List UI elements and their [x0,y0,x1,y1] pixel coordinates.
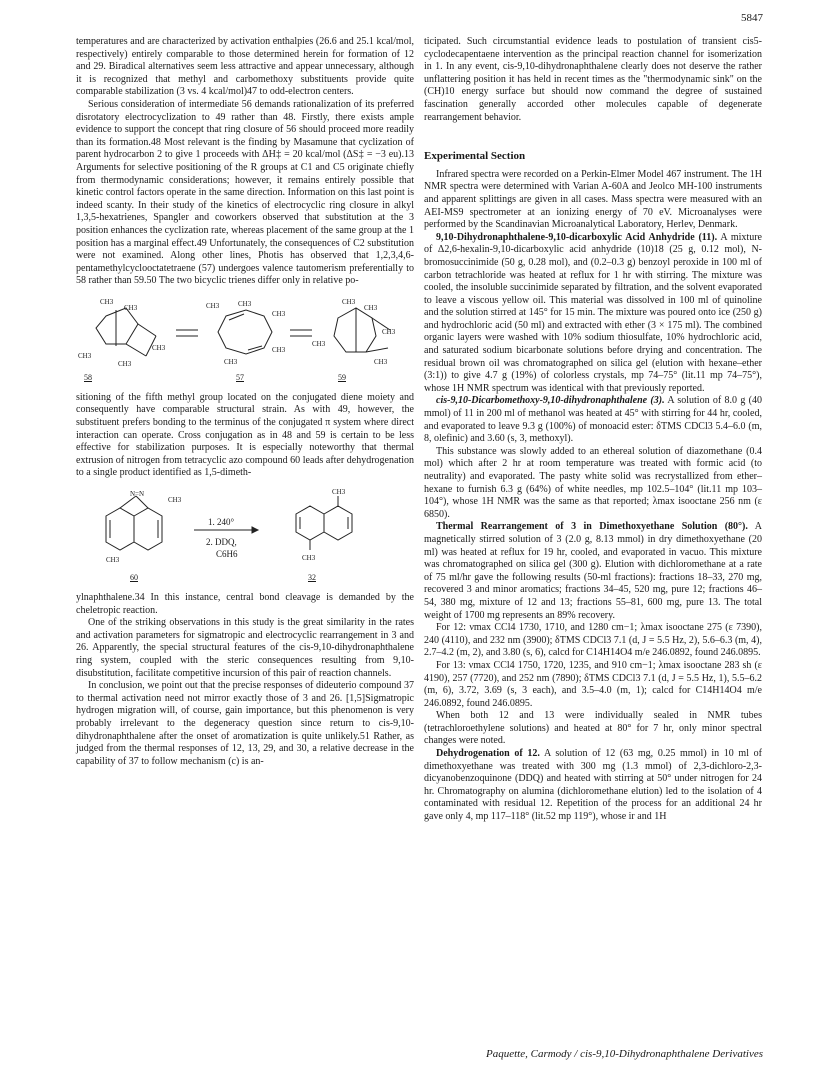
compound-label-59: 59 [338,372,346,382]
right-column [424,36,762,824]
paragraph: For 12: νmax CCl4 1730, 1710, and 1280 cm−1; λmax isooctane 275 (ε 7390), 240 (4110), and 232 nm (3900); δTMS CDCl3 7.1 (d, J = 5.5 Hz, 2), 5.6–6.3 (m, 4), 2.7–4.2 (m, 2), and 3.80 (s, 6), calcd for C14H14O4 m/e 246.0892, found 246.0895. [424,622,762,659]
methyl-label: CH3 [124,303,138,312]
methyl-label: CH3 [374,357,388,366]
reaction-step-1: 1. 240° [208,517,235,528]
reaction-step-2: 2. DDQ, [206,537,237,548]
paragraph: ylnaphthalene.34 In this instance, central bond cleavage is demanded by the cheletropic reaction. [76,592,414,616]
paragraph: ticipated. Such circumstantial evidence leads to postulation of transient cis5-cyclodecapentaene intervention as the principal reaction channel for isomerization in 1. In any event, cis-9,10-dihydronaphthalene clearly does not deserve the rather unflattering position it has held in recent times as the "thermodynamic sink" on the (CH)10 energy surface but should now command the degree of sustained fascination generally accorded other molecules capable of degenerate rearrangement behavior. [424,36,762,123]
compound-label-60: 60 [130,573,138,583]
methyl-label: CH3 [238,299,252,308]
methyl-label: CH3 [364,303,378,312]
methyl-label: CH3 [206,301,220,310]
compound-label-32: 32 [308,573,316,583]
paragraph: One of the striking observations in this study is the great similarity in the rates and activation parameters for sigmatropic and electrocyclic rearrangement in 3 and 26. Apparently, the special structural features of the cis-9,10-dihydronaphthalene ring system, coupled with the steric consequences resulting from 9,10-disubstitution, facilitate competitive incursion of this pair of reaction channels. [76,617,414,679]
methyl-label: CH3 [152,343,166,352]
scheme-57-58-59 [76,296,414,386]
paragraph: sitioning of the fifth methyl group located on the conjugated diene moiety and consequently have comparable structural strain. As with 49, however, the substituent prefers bonding to the terminus of the conjugated π system where direct interaction can operate. Cross conjugation as in 48 and 59 is certain to be less effective for stabilization purposes. It is especially noteworthy that thermal extrusion of nitrogen from tetracyclic azo compound 60 leads after dehydrogenation to a single product identified as 1,5-dimeth- [76,391,414,479]
methyl-label: CH3 [272,345,286,354]
left-column [76,36,414,768]
methyl-label: CH3 [168,496,182,505]
reaction-drawing [76,486,414,588]
page-number: 5847 [741,12,763,24]
methyl-label: CH3 [332,488,346,497]
methyl-label: CH3 [224,357,238,366]
subheading: Dehydrogenation of 12. [436,748,540,760]
paragraph-text: A solution of 8.0 g (40 mmol) of 11 in 200 ml of methanol was heated at 45° with stirring for 44 hr, cooled, and evaporated to leave 9.3 g (100%) of monoacid ester: δTMS CDCl3 5.4–6.0 (m, 8, olefinic) and 3.60 (s, 3, methoxyl). [424,395,763,445]
azo-label: N=N [130,490,145,499]
section-heading: Experimental Section [424,150,526,163]
methyl-label: CH3 [78,351,92,360]
compound-label-58: 58 [84,372,92,382]
methyl-label: CH3 [106,556,120,565]
paragraph: temperatures and are characterized by activation enthalpies (26.6 and 25.1 kcal/mol, respectively) entirely comparable to those determined herein for formation of 12 and 29. Biradical alternatives seem less attractive and appear unnecessary, although it is recognized that methyl and carbomethoxy substituents provide quite comparable stabilization (3 vs. 4 kcal/mol)47 to odd-electron centers. [76,36,414,98]
methyl-label: CH3 [312,339,326,348]
methyl-label: CH3 [342,297,356,306]
paragraph: Serious consideration of intermediate 56 demands rationalization of its preferred disrotatory electrocyclization to 49 rather than 48. Firstly, there exists ample evidence to support the concept that ring closure of 56 should proceed more readily than its formation.48 Most relevant is the finding by Masamune that cyclization of parent hydrocarbon 2 to give 1 proceeds with ΔH‡ = 20 kcal/mol (ΔS‡ = −3 eu).13 Arguments for selective positioning of the R groups at C1 and C5 originate chiefly from thermodynamic considerations; however, it remains entirely possible that kinetic control factors operate in the same direction. Information on this last point is indeed scanty. In their study of the kinetics of electrocyclic ring closure in alkyl 1,3,5-hexatrienes, Spangler and coworkers observed that substitution at the 3 position enhances the cyclization rate, whereas placement of the same group at the 1 position has a marginal effect.49 Unfortunately, the consequences of C2 substitution were not examined. Along other lines, Photis has observed that 1,2,3,4,6-pentamethylcyclooctatetraene (57) undergoes valence tautomerism preferentially to 58 rather than 59.50 The two bicyclic trienes differ only in relative po- [76,98,414,287]
subheading: Thermal Rearrangement of 3 in Dimethoxyethane Solution (80°). [436,521,748,533]
methyl-label: CH3 [382,327,396,336]
methyl-label: CH3 [272,309,286,318]
methyl-label: CH3 [118,359,132,368]
paragraph [424,748,762,824]
paragraph: Infrared spectra were recorded on a Perkin-Elmer Model 467 instrument. The 1H NMR spectra were determined with Varian A-60A and Jeolco MH-100 instruments and apparent splittings are given in all cases. Mass spectra were measured with an AEI-MS9 spectrometer at an ionizing energy of 70 eV. Microanalyses were performed by the Scandinavian Microanalytical Laboratory, Herlev, Denmark. [424,168,762,231]
running-footer: Paquette, Carmody / cis-9,10-Dihydronaphthalene Derivatives [486,1048,763,1060]
paragraph-text: A solution of 12 (63 mg, 0.25 mmol) in 10 ml of dimethoxyethane was treated with 300 mg (1.3 mmol) of 2,3-dichloro-2,3-dicyanobenzoquinone (DDQ) and heated with stirring at 50° under nitrogen for 24 hr. Chromatography on alumina (dichloromethane elution) led to the isolation of 4 contaminated with residual 12. Repetition of the process for an additional 24 hr gave only 4, mp 117–118° (lit.52 mp 119°), whose ir and 1H [424,748,762,823]
paragraph [424,232,762,396]
subheading: 9,10-Dihydronaphthalene-9,10-dicarboxylic Acid Anhydride (11). [436,231,718,243]
methyl-label: CH3 [100,297,114,306]
compound-label-57: 57 [236,372,244,382]
paragraph [424,521,762,622]
paragraph-text: A magnetically stirred solution of 3 (2.0 g, 8.13 mmol) in dry dimethoxyethane (20 ml) was heated at reflux for 19 hr, cooled, and evaporated in vacuo. This mixture was chromatographed on silica gel (300 g). Elution with dichloromethane at a rate of 75 ml/hr gave the following results (50-ml fractions): fractions 18–33, 270 mg, recovered 3 and minor aromatics; fractions 34–45, 520 mg, pure 12; fractions 46–54, 380 mg, mixture of 12 and 13; fractions 55–81, 600 mg, pure 13. The total weight of 1700 mg represents an 89% recovery. [424,521,762,621]
paragraph: For 13: νmax CCl4 1750, 1720, 1235, and 910 cm−1; λmax isooctane 283 sh (ε 4190), 257 (7720), and 252 nm (7890); δTMS CDCl3 7.1 (d, J = 5.5 Hz, 1), 5.5–6.2 (m, 6), 3.72, 3.69 (s, 3 each), and 3.5–4.0 (m, 1); calcd for C14H14O4 m/e 246.0892, found 246.0895. [424,659,762,709]
paragraph: This substance was slowly added to an ethereal solution of diazomethane (0.4 mol) which after 2 hr at room temperature was treated with formic acid (to neutrality) and evaporated. The pasty white solid was recrystallized from ether–hexane to furnish 6.3 g (64%) of white needles, mp 102.5–104° (lit.11 mp 103–104°), whose 1H NMR was the same as that reported; λmax isooctane 256 nm (ε 6850). [424,445,762,520]
paragraph: In conclusion, we point out that the precise responses of dideuterio compound 37 to thermal activation need not mirror exactly those of 3 and 26. [1,5]Sigmatropic hydrogen migration will, of course, gain importance, but this phenomenon is very probably irrelevant to the degeneracy question since return to cis-9,10-dihydronaphthalene after the onset of aromatization is quite unlikely.51 Rather, as judged from the thermal responses of 12, 13, 29, and 30, a relative decrease in the capability of 37 to follow mechanism (c) is an- [76,680,414,767]
scheme-60-to-32 [76,486,414,588]
paragraph [424,395,762,445]
paragraph-text: A mixture of Δ2,6-hexalin-9,10-dicarboxylic acid anhydride (10)18 (25 g, 0.12 mol), N-bromosuccinimide (50 g, 0.28 mol), and (0.2–0.3 g) benzoyl peroxide in 100 ml of carbon tetrachloride was heated at reflux for 1 hr with stirring. The mixture was cooled, the insoluble succinimide separated by filtration, and the solvent evaporated to leave a viscous yellow oil. This material was dissolved in 100 ml of quinoline and the solution stirred at 145° for 15 min. The mixture was poured onto ice (250 g) and hydrochloric acid (50 ml) and extracted with ether (3 × 175 ml). The combined organic layers were washed with 10% sodium thiosulfate, 10% hydrochloric acid, and saturated sodium bicarbonate solutions before drying and concentration. The residual brown oil was chromatographed on silica gel (elution with hexane–ether (3:1)) to give 4.7 g (19%) of colorless crystals, mp 74–75° (lit.11 mp 74–75°), whose 1H NMR spectrum was identical with that previously reported. [424,231,762,394]
methyl-label: CH3 [302,554,316,563]
subheading: cis-9,10-Dicarbomethoxy-9,10-dihydronaphthalene (3). [436,395,665,407]
reaction-solvent: C6H6 [216,549,238,560]
paragraph: When both 12 and 13 were individually sealed in NMR tubes (tetrachloroethylene solutions) and heated at 80° for 7 hr, only minor spectral changes were noted. [424,710,762,747]
